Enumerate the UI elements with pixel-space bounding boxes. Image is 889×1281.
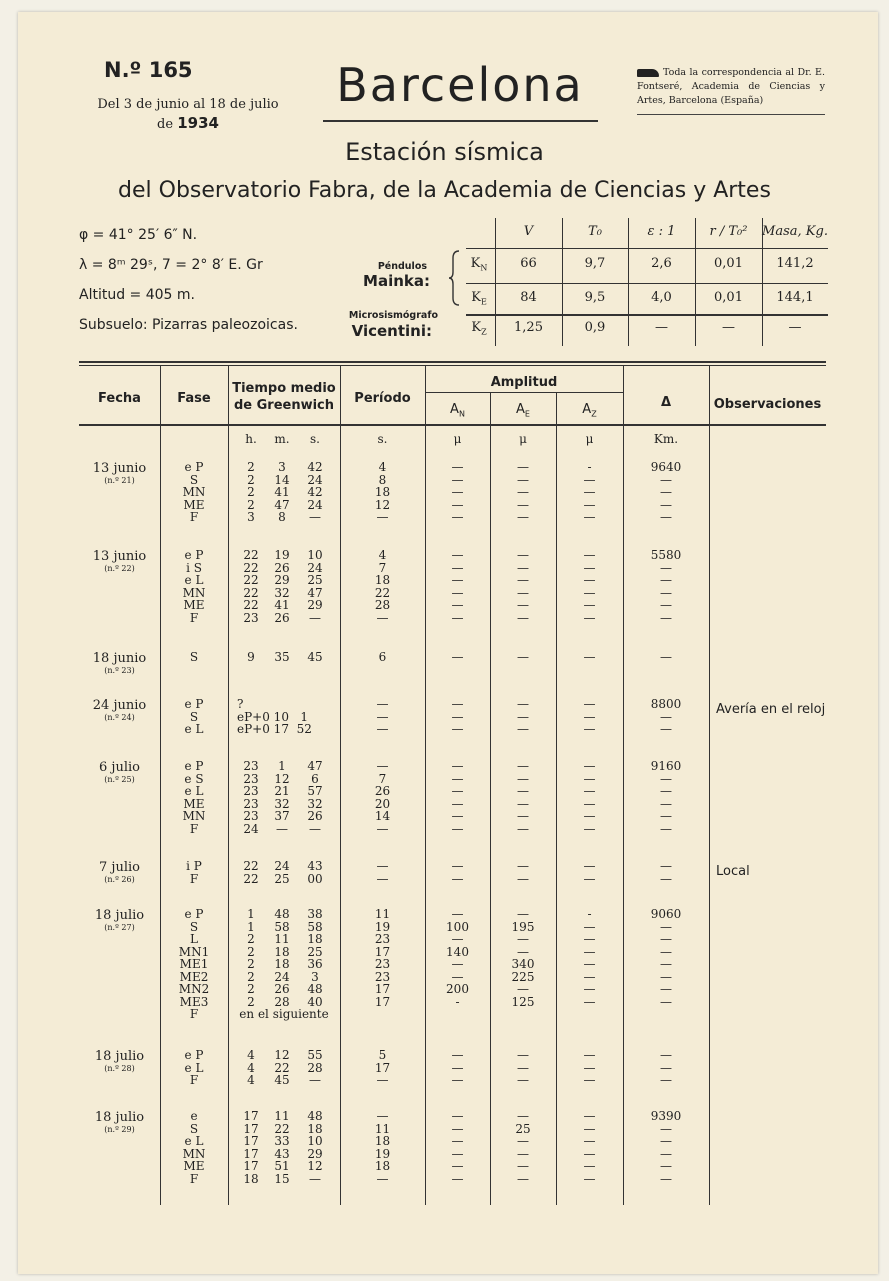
phase-list: e P S e L <box>184 697 204 736</box>
time-minutes: 1 12 21 32 37 — <box>274 759 290 836</box>
vicentini-label: Vicentini: <box>351 322 432 340</box>
amplitude-z-list: — — — — — — <box>583 759 596 836</box>
component-sub: N <box>480 263 488 273</box>
period-list: 6 <box>378 650 387 664</box>
distance-list: 9390 — — — — — <box>650 1109 682 1186</box>
distance-list: — — — <box>660 1048 672 1087</box>
amplitude-e-list: — — <box>517 859 529 886</box>
time-seconds: 48 18 10 29 12 — <box>307 1109 323 1186</box>
institution-subtitle: del Observatorio Fabra, de la Academia de Ciencias y Artes <box>118 178 771 203</box>
amplitude-e-list: — — — — — <box>517 460 529 524</box>
event-date <box>79 549 160 573</box>
event-date <box>79 651 160 675</box>
date-year-prefix: de <box>157 117 174 132</box>
header-fecha: Fecha <box>98 391 141 406</box>
event-date-text: 18 julio <box>94 1049 145 1064</box>
instrument-value: 144,1 <box>776 290 814 305</box>
event-number: (n.º 21) <box>104 476 135 485</box>
time-hours: 9 <box>247 650 255 664</box>
component-label <box>464 290 494 307</box>
phase-list: S <box>189 650 199 664</box>
event-date <box>79 760 160 784</box>
time-hours: 17 17 17 17 17 18 <box>243 1109 259 1186</box>
event-date <box>79 698 160 722</box>
amplitude-e-list: — — — <box>517 1048 529 1087</box>
observation: Local <box>716 864 750 879</box>
instrument-header: r / T₀² <box>709 224 748 239</box>
header-bottom-rule <box>79 424 826 426</box>
table-top-rule <box>79 361 826 363</box>
instrument-brace <box>448 250 462 306</box>
date-range-text: Del 3 de junio al 18 de julio <box>97 97 279 112</box>
table-col-rule <box>228 365 229 1205</box>
event-date <box>79 1110 160 1134</box>
instrument-value: 0,01 <box>714 256 743 271</box>
amplitude-z-list: - — — — — — — — <box>583 907 596 1009</box>
component-letter: K <box>471 320 482 335</box>
longitude: λ = 8ᵐ 29ˢ, 7 = 2° 8′ E. Gr <box>79 257 263 273</box>
period-list: — — — <box>376 697 389 736</box>
event-date-text: 18 junio <box>92 651 147 666</box>
time-minutes: 11 22 33 43 51 15 <box>274 1109 290 1186</box>
distance-list: 9060 — — — — — — — <box>650 907 682 1009</box>
amplitude-n-list: — — — — — — <box>451 548 464 625</box>
time-minutes: 19 26 29 32 41 26 <box>274 548 290 625</box>
distance-list: — <box>660 650 672 664</box>
amplitude-z-list: — — — — — — <box>583 548 596 625</box>
event-date <box>79 860 160 884</box>
correspondence-text: Toda la correspondencia al Dr. E. Fontseré, Academia de Ciencias y Artes, Barcelona (España) <box>637 67 825 106</box>
instrument-value: 141,2 <box>776 256 814 271</box>
amp-sub: Z <box>591 409 597 419</box>
amplitude-n-list: — — — — — — <box>451 1109 464 1186</box>
period-list: 4 8 18 12 — <box>374 460 391 524</box>
instrument-value: 0,9 <box>584 320 606 335</box>
event-date-text: 24 junio <box>92 698 147 713</box>
time-minutes: 12 22 45 <box>274 1048 290 1087</box>
time-seconds: 38 58 18 25 36 3 48 40 <box>307 907 323 1009</box>
date-year: 1934 <box>177 114 219 132</box>
amplitude-n-list: — — <box>451 859 464 886</box>
event-date <box>79 461 160 485</box>
event-number: (n.º 24) <box>104 713 135 722</box>
phase-list: e P S L MN1 ME1 ME2 MN2 ME3 F <box>178 907 210 1021</box>
time-seconds: 47 6 57 32 26 — <box>307 759 323 836</box>
unit-an: μ <box>453 432 462 446</box>
amplitude-e-list: — — — — — — <box>517 759 529 836</box>
table-top-rule <box>79 365 826 366</box>
amplitude-e-list: — — — — — — <box>517 548 529 625</box>
amplitude-rule <box>425 392 623 393</box>
header-fase: Fase <box>177 391 211 406</box>
event-number: (n.º 27) <box>104 923 135 932</box>
amplitude-z-list: — — — <box>583 697 596 736</box>
phase-list: e P e L F <box>184 1048 204 1087</box>
phase-list: e P i S e L MN ME F <box>182 548 206 625</box>
event-number: (n.º 29) <box>104 1125 135 1134</box>
phase-list: e P S MN ME F <box>182 460 206 524</box>
correspondence-rule <box>637 114 825 115</box>
latitude: φ = 41° 25′ 6″ N. <box>79 227 198 243</box>
component-sub: E <box>480 297 487 307</box>
instrument-value: 9,5 <box>584 290 606 305</box>
amp-sub: E <box>524 409 530 419</box>
amp-letter: A <box>450 402 459 417</box>
unit-s: s. <box>310 432 320 446</box>
time-minutes: 24 25 <box>274 859 290 886</box>
amplitude-e-list: — 195 — — 340 225 — 125 <box>511 907 535 1009</box>
header-az <box>556 402 623 419</box>
amplitude-z-list: — — — — — — <box>583 1109 596 1186</box>
phase-list: e S e L MN ME F <box>182 1109 206 1186</box>
amplitude-z-list: - — — — — <box>583 460 596 524</box>
period-list: 5 17 — <box>374 1048 391 1087</box>
instrument-value: 0,01 <box>714 290 743 305</box>
header-periodo: Período <box>354 391 411 406</box>
time-seconds: 42 24 42 24 — <box>307 460 323 524</box>
event-number: (n.º 23) <box>104 666 135 675</box>
time-hours: 4 4 4 <box>247 1048 255 1087</box>
amplitude-n-list: — — — — — — <box>451 759 464 836</box>
amplitude-z-list: — — — <box>583 1048 596 1087</box>
component-label <box>464 256 494 273</box>
header-tiempo: Tiempo medio de Greenwich <box>232 381 336 413</box>
station-subtitle: Estación sísmica <box>345 138 544 166</box>
time-seconds: 10 24 25 47 29 — <box>307 548 323 625</box>
time-seconds: 43 00 <box>307 859 323 886</box>
amp-letter: A <box>582 402 592 417</box>
time-seconds: 45 <box>307 650 323 664</box>
period-list: — 11 18 19 18 — <box>374 1109 391 1186</box>
unit-ae: μ <box>519 432 527 446</box>
instrument-header: T₀ <box>588 224 602 239</box>
amplitude-n-list: — — — — — <box>451 460 464 524</box>
period-list: — 7 26 20 14 — <box>374 759 391 836</box>
unit-m: m. <box>274 432 290 446</box>
instrument-value: 66 <box>520 256 537 271</box>
correspondence-note <box>637 66 825 108</box>
instrument-value: 4,0 <box>651 290 672 305</box>
event-date <box>79 908 160 932</box>
amplitude-e-list: — <box>517 650 529 664</box>
time-hours: 23 23 23 23 23 24 <box>243 759 259 836</box>
amplitude-z-list: — — <box>583 859 596 886</box>
instrument-header: ε : 1 <box>647 224 676 239</box>
header-ae <box>490 402 556 419</box>
amp-sub: N <box>458 409 465 419</box>
time-hours: 22 22 22 22 22 23 <box>243 548 259 625</box>
amplitude-n-list: — — — <box>451 1048 464 1087</box>
distance-list: 5580 — — — — — <box>650 548 682 625</box>
pointing-hand-icon <box>637 69 659 77</box>
unit-h: h. <box>245 432 257 446</box>
instrument-row-rule <box>466 314 828 316</box>
time-hours: 22 22 <box>243 859 259 886</box>
time-hours: 1 1 2 2 2 2 2 2 <box>247 907 255 1009</box>
distance-list: 9160 — — — — — <box>650 759 682 836</box>
instrument-row-rule <box>466 248 828 249</box>
event-number: (n.º 22) <box>104 564 135 573</box>
microsismografo-label: Microsismógrafo <box>348 310 438 321</box>
event-number: (n.º 26) <box>104 875 135 884</box>
event-date <box>79 1049 160 1073</box>
title-rule <box>323 120 598 122</box>
time-minutes: 48 58 11 18 18 24 26 28 <box>274 907 290 1009</box>
amplitude-n-list: — — — <box>451 697 464 736</box>
period-list: — — <box>376 859 389 886</box>
header-delta: Δ <box>660 395 672 410</box>
instrument-header: V <box>523 224 534 239</box>
period-list: 11 19 23 17 23 23 17 17 <box>374 907 391 1009</box>
time-list: ? eP+0 10 1 eP+0 17 52 <box>237 697 312 736</box>
instrument-value: — <box>722 320 735 335</box>
time-seconds: 55 28 — <box>307 1048 323 1087</box>
instrument-value: 1,25 <box>514 320 543 335</box>
pendulos-label: Péndulos <box>377 261 427 272</box>
component-sub: Z <box>481 327 487 337</box>
event-date-text: 18 julio <box>94 1110 145 1125</box>
phase-list: e P e S e L ME MN F <box>182 759 206 836</box>
header-an <box>425 402 490 419</box>
component-letter: K <box>471 290 481 305</box>
amplitude-n-list: — 100 — 140 — — 200 - <box>446 907 469 1009</box>
instrument-header: Masa, Kg. <box>762 224 828 239</box>
event-date-text: 6 julio <box>99 760 140 775</box>
distance-list: 9640 — — — — <box>650 460 682 524</box>
event-date-text: 13 junio <box>92 461 147 476</box>
distance-list: 8800 — — <box>650 697 682 736</box>
instrument-row-rule <box>466 283 828 284</box>
table-col-rule <box>709 365 710 1205</box>
unit-az: μ <box>585 432 594 446</box>
header-amplitud: Amplitud <box>490 375 558 390</box>
amplitude-n-list: — <box>451 650 464 664</box>
period-list: 4 7 18 22 28 — <box>374 548 391 625</box>
altitude: Altitud = 405 m. <box>79 287 195 303</box>
amplitude-e-list: — 25 — — — — <box>515 1109 531 1186</box>
time-minutes: 3 14 41 47 8 <box>274 460 290 524</box>
amplitude-e-list: — — — <box>517 697 529 736</box>
unit-period: s. <box>377 432 388 446</box>
instrument-value: — <box>788 320 802 335</box>
event-date-text: 18 julio <box>94 908 145 923</box>
instrument-value: — <box>655 320 668 335</box>
phase-list: i P F <box>186 859 202 886</box>
bulletin-number: N.º 165 <box>104 58 193 82</box>
time-note: en el siguiente <box>239 1007 329 1021</box>
distance-list: — — <box>660 859 672 886</box>
mainka-label: Mainka: <box>363 272 430 290</box>
event-number: (n.º 25) <box>104 775 135 784</box>
header-observaciones: Observaciones <box>713 397 822 412</box>
amp-letter: A <box>516 402 525 417</box>
observation: Avería en el reloj <box>716 702 826 717</box>
component-letter: K <box>470 256 481 271</box>
time-minutes: 35 <box>274 650 290 664</box>
event-number: (n.º 28) <box>104 1064 135 1073</box>
instrument-value: 9,7 <box>584 256 606 271</box>
instrument-value: 84 <box>520 290 537 305</box>
component-label <box>464 320 494 337</box>
page-title: Barcelona <box>336 58 584 112</box>
event-date-text: 13 junio <box>92 549 147 564</box>
instrument-value: 2,6 <box>651 256 672 271</box>
date-range <box>93 95 283 134</box>
unit-delta: Km. <box>653 432 679 446</box>
subsoil: Subsuelo: Pizarras paleozoicas. <box>79 317 298 333</box>
time-hours: 2 2 2 2 3 <box>247 460 255 524</box>
event-date-text: 7 julio <box>99 860 140 875</box>
amplitude-z-list: — <box>583 650 596 664</box>
